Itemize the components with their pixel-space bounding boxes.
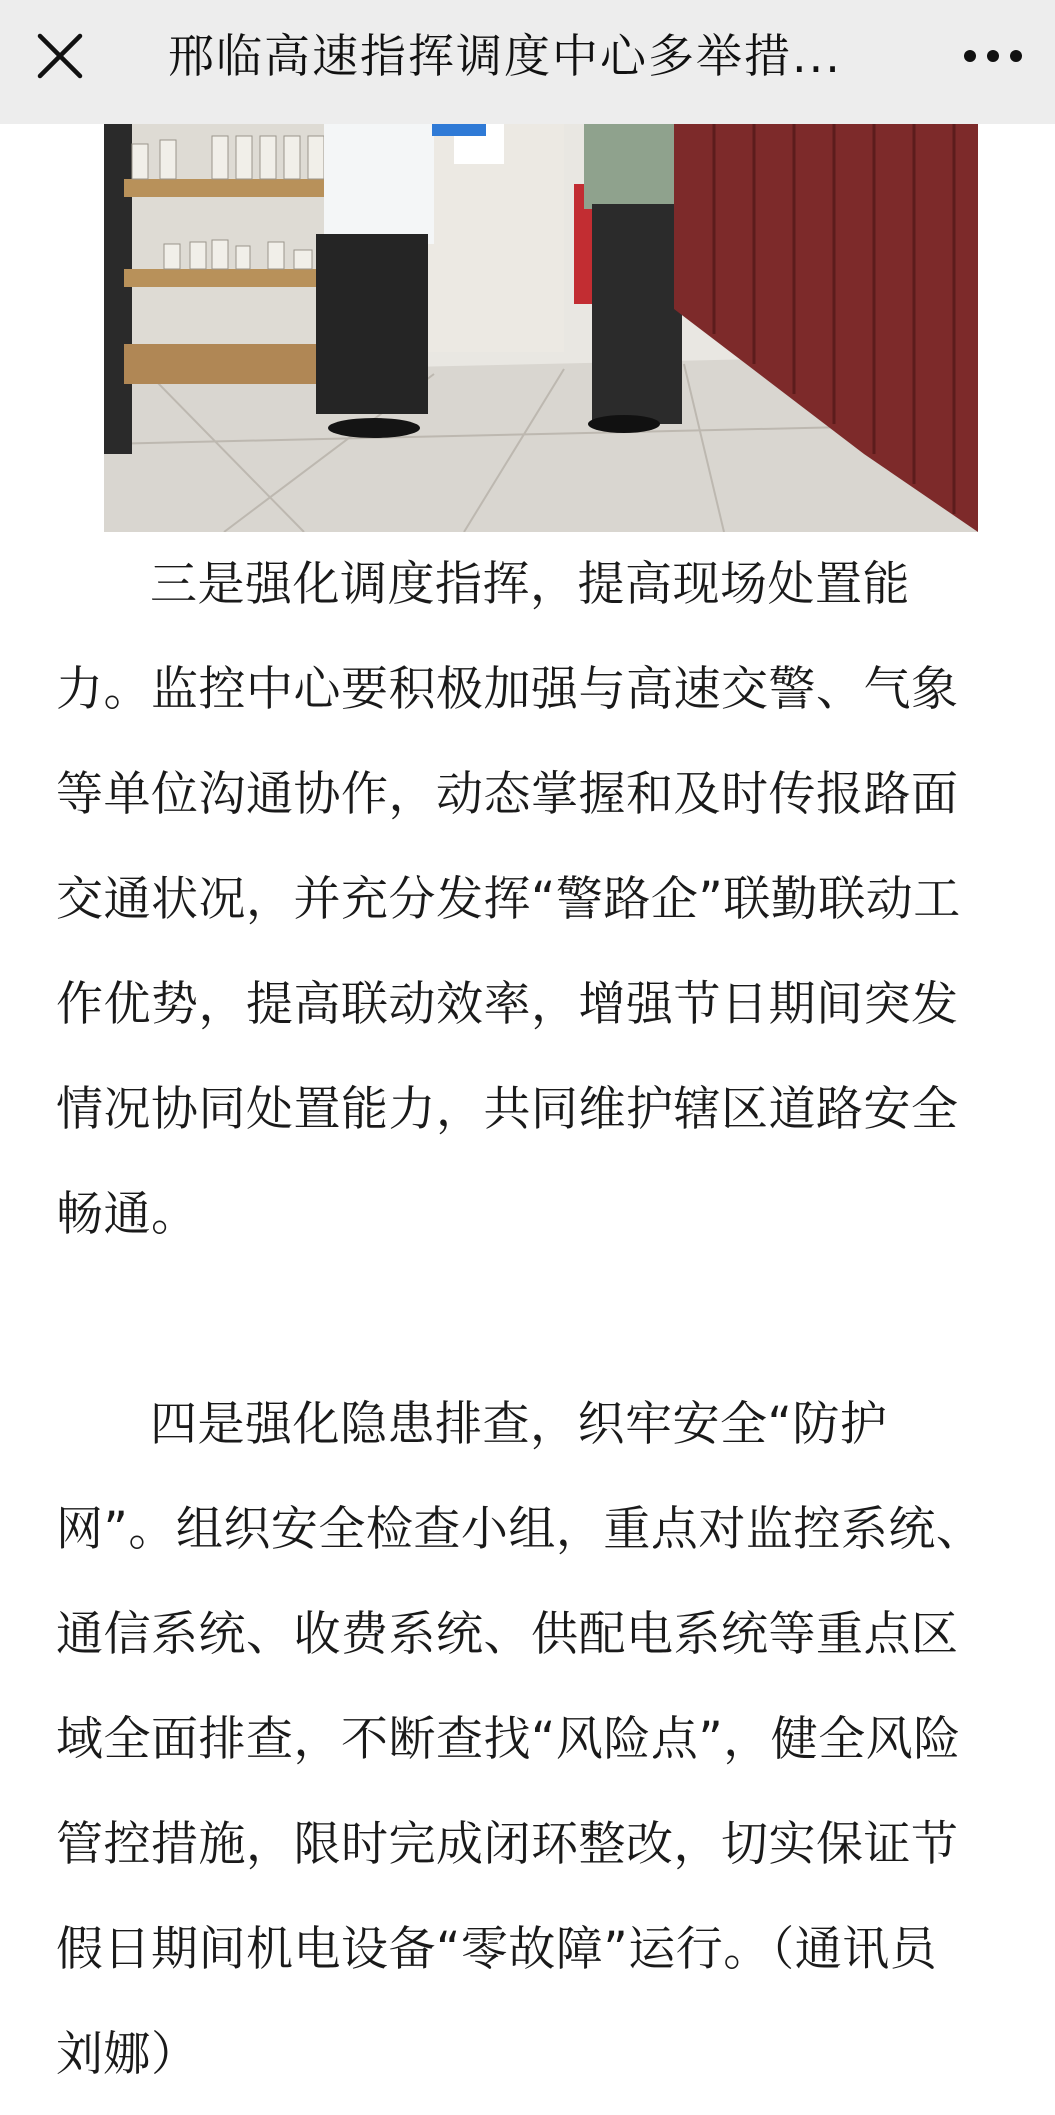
close-icon (30, 26, 90, 86)
top-navigation-bar (0, 0, 1055, 124)
article-photo (104, 124, 978, 532)
more-options-button[interactable] (958, 36, 1028, 76)
page-title: 邢临高速指挥调度中心多举措... (168, 29, 842, 83)
article-paragraph: 三是强化调度指挥，提高现场处置能力。监控中心要积极加强与高速交警、气象等单位沟通协作，动态掌握和及时传报路面交通状况，并充分发挥“警路企”联勤联动工作优势，提高联动效率，增强节日期间突发情况协同处置能力，共同维护辖区道路安全畅通。 (56, 557, 961, 1242)
close-button[interactable] (30, 26, 90, 86)
more-dots-icon (958, 36, 1028, 76)
article-paragraph: 四是强化隐患排查，织牢安全“防护网”。组织安全检查小组，重点对监控系统、通信系统、收费系统、供配电系统等重点区域全面排查，不断查找“风险点”，健全风险管控措施，限时完成闭环整改，切实保证节假日期间机电设备“零故障”运行。（通讯员 刘娜） (56, 1397, 984, 2082)
